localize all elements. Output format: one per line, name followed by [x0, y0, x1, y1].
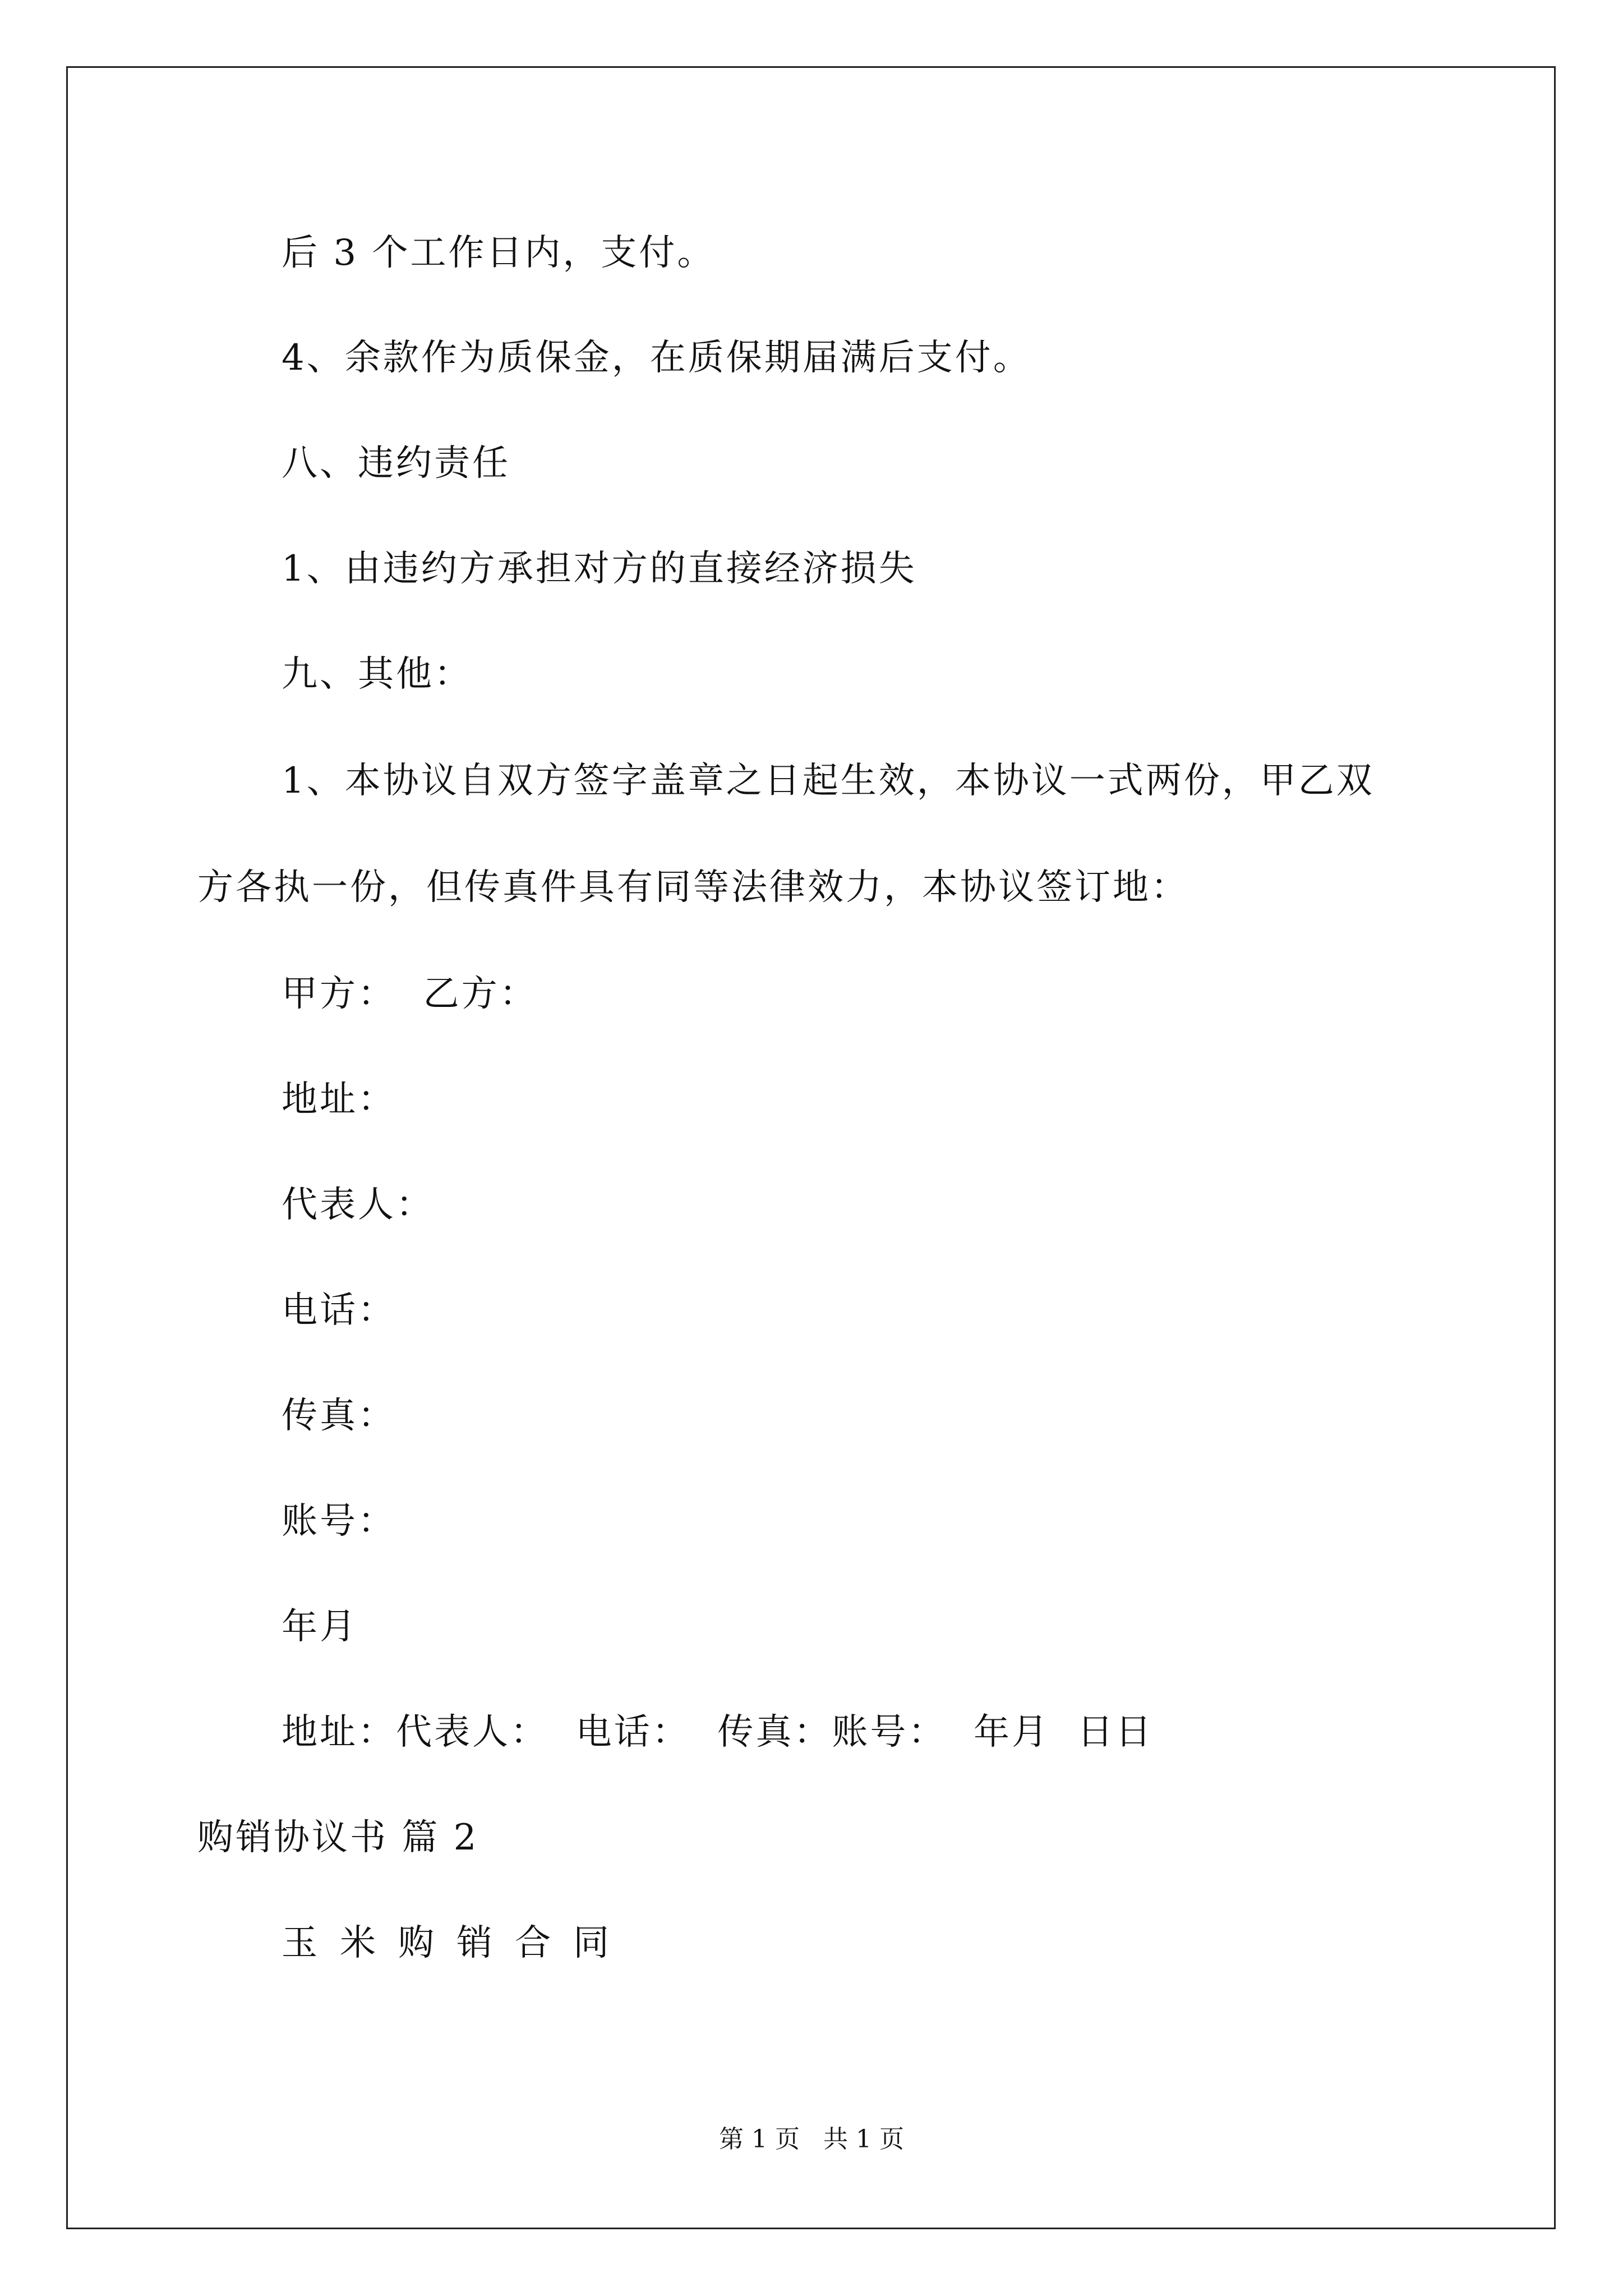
paragraph-retention-money: 4、余款作为质保金，在质保期届满后支付。 [282, 337, 1031, 379]
paragraph-effective-line2: 方各执一份，但传真件具有同等法律效力，本协议签订地： [197, 867, 1189, 908]
page-border [66, 66, 1556, 2229]
address-label: 地址： [282, 1079, 396, 1120]
section-heading-other: 九、其他： [282, 654, 472, 695]
date-label: 年月 [282, 1606, 358, 1648]
representative-label: 代表人： [282, 1184, 434, 1226]
paragraph-breach-liability: 1、由违约方承担对方的直接经济损失 [282, 548, 917, 590]
contract-title: 玉米购销合同 [282, 1922, 631, 1964]
fax-label: 传真： [282, 1395, 396, 1437]
party-labels: 甲方： 乙方： [282, 973, 538, 1015]
paragraph-effective-line1: 1、本协议自双方签字盖章之日起生效，本协议一式两份，甲乙双 [282, 760, 1375, 802]
paragraph-payment-terms: 后 3 个工作日内，支付。 [282, 232, 716, 274]
account-label: 账号： [282, 1501, 396, 1542]
phone-label: 电话： [282, 1290, 396, 1331]
page-footer: 第 1 页 共 1 页 [719, 2125, 904, 2154]
party-b-details-line: 地址：代表人： 电话： 传真：账号： 年月 日日 [282, 1711, 1154, 1753]
section-heading-breach: 八、违约责任 [282, 443, 510, 484]
section-title-part2: 购销协议书 篇 2 [197, 1817, 479, 1858]
